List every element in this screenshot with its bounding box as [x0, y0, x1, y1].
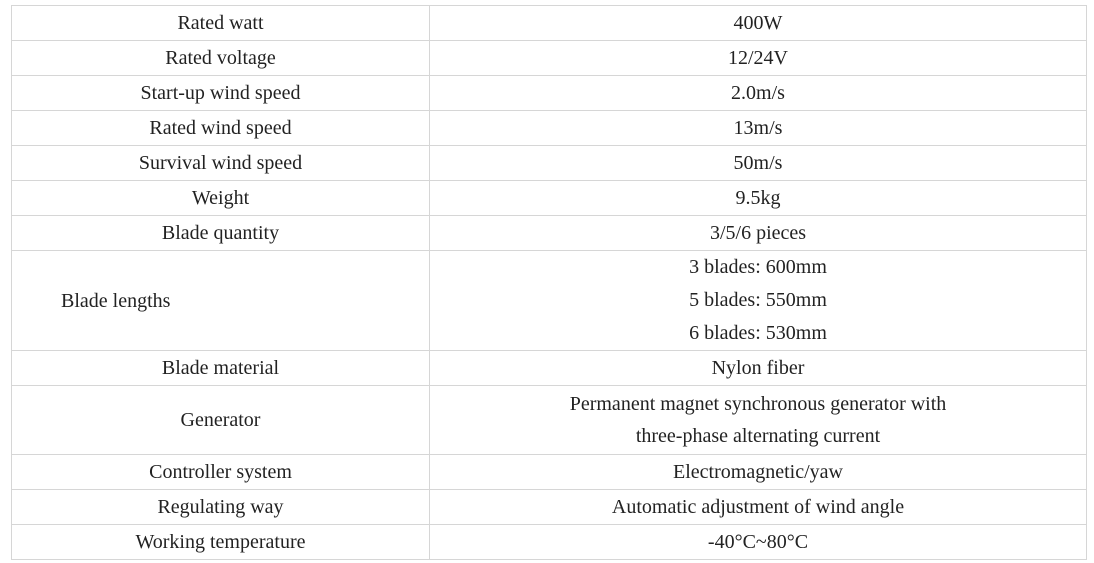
spec-label: Rated voltage	[12, 41, 430, 76]
spec-label: Blade lengths	[12, 251, 430, 351]
table-row	[12, 41, 1087, 76]
table-row	[12, 455, 1087, 490]
spec-value: Electromagnetic/yaw	[430, 455, 1087, 490]
spec-value: 13m/s	[430, 111, 1087, 146]
spec-label: Weight	[12, 181, 430, 216]
spec-value: 12/24V	[430, 41, 1087, 76]
spec-value	[430, 251, 1087, 351]
spec-value: 2.0m/s	[430, 76, 1087, 111]
table-row	[12, 351, 1087, 386]
spec-label: Blade material	[12, 351, 430, 386]
spec-value: 9.5kg	[430, 181, 1087, 216]
table-row	[12, 490, 1087, 525]
spec-label: Working temperature	[12, 525, 430, 560]
spec-value: 3/5/6 pieces	[430, 216, 1087, 251]
spec-value-line: three-phase alternating current	[635, 425, 881, 447]
spec-label: Generator	[12, 386, 430, 455]
spec-value-line: 5 blades: 550mm	[689, 289, 827, 311]
table-row	[12, 216, 1087, 251]
spec-label: Rated wind speed	[12, 111, 430, 146]
table-row	[12, 181, 1087, 216]
table-row	[12, 76, 1087, 111]
spec-table	[11, 5, 1087, 560]
spec-value-line: 6 blades: 530mm	[689, 322, 827, 344]
table-row	[12, 146, 1087, 181]
spec-label: Rated watt	[12, 6, 430, 41]
spec-label: Controller system	[12, 455, 430, 490]
spec-value: 400W	[430, 6, 1087, 41]
table-row	[12, 525, 1087, 560]
spec-value-line: Permanent magnet synchronous generator with	[569, 393, 947, 415]
spec-label: Survival wind speed	[12, 146, 430, 181]
table-row	[12, 386, 1087, 455]
spec-value-line: 3 blades: 600mm	[689, 256, 827, 278]
table-row	[12, 251, 1087, 351]
spec-value: Automatic adjustment of wind angle	[430, 490, 1087, 525]
spec-value	[430, 386, 1087, 455]
spec-value: 50m/s	[430, 146, 1087, 181]
table-row	[12, 111, 1087, 146]
spec-label: Blade quantity	[12, 216, 430, 251]
spec-value: -40°C~80°C	[430, 525, 1087, 560]
spec-label: Regulating way	[12, 490, 430, 525]
spec-label: Start-up wind speed	[12, 76, 430, 111]
table-row	[12, 6, 1087, 41]
spec-value: Nylon fiber	[430, 351, 1087, 386]
